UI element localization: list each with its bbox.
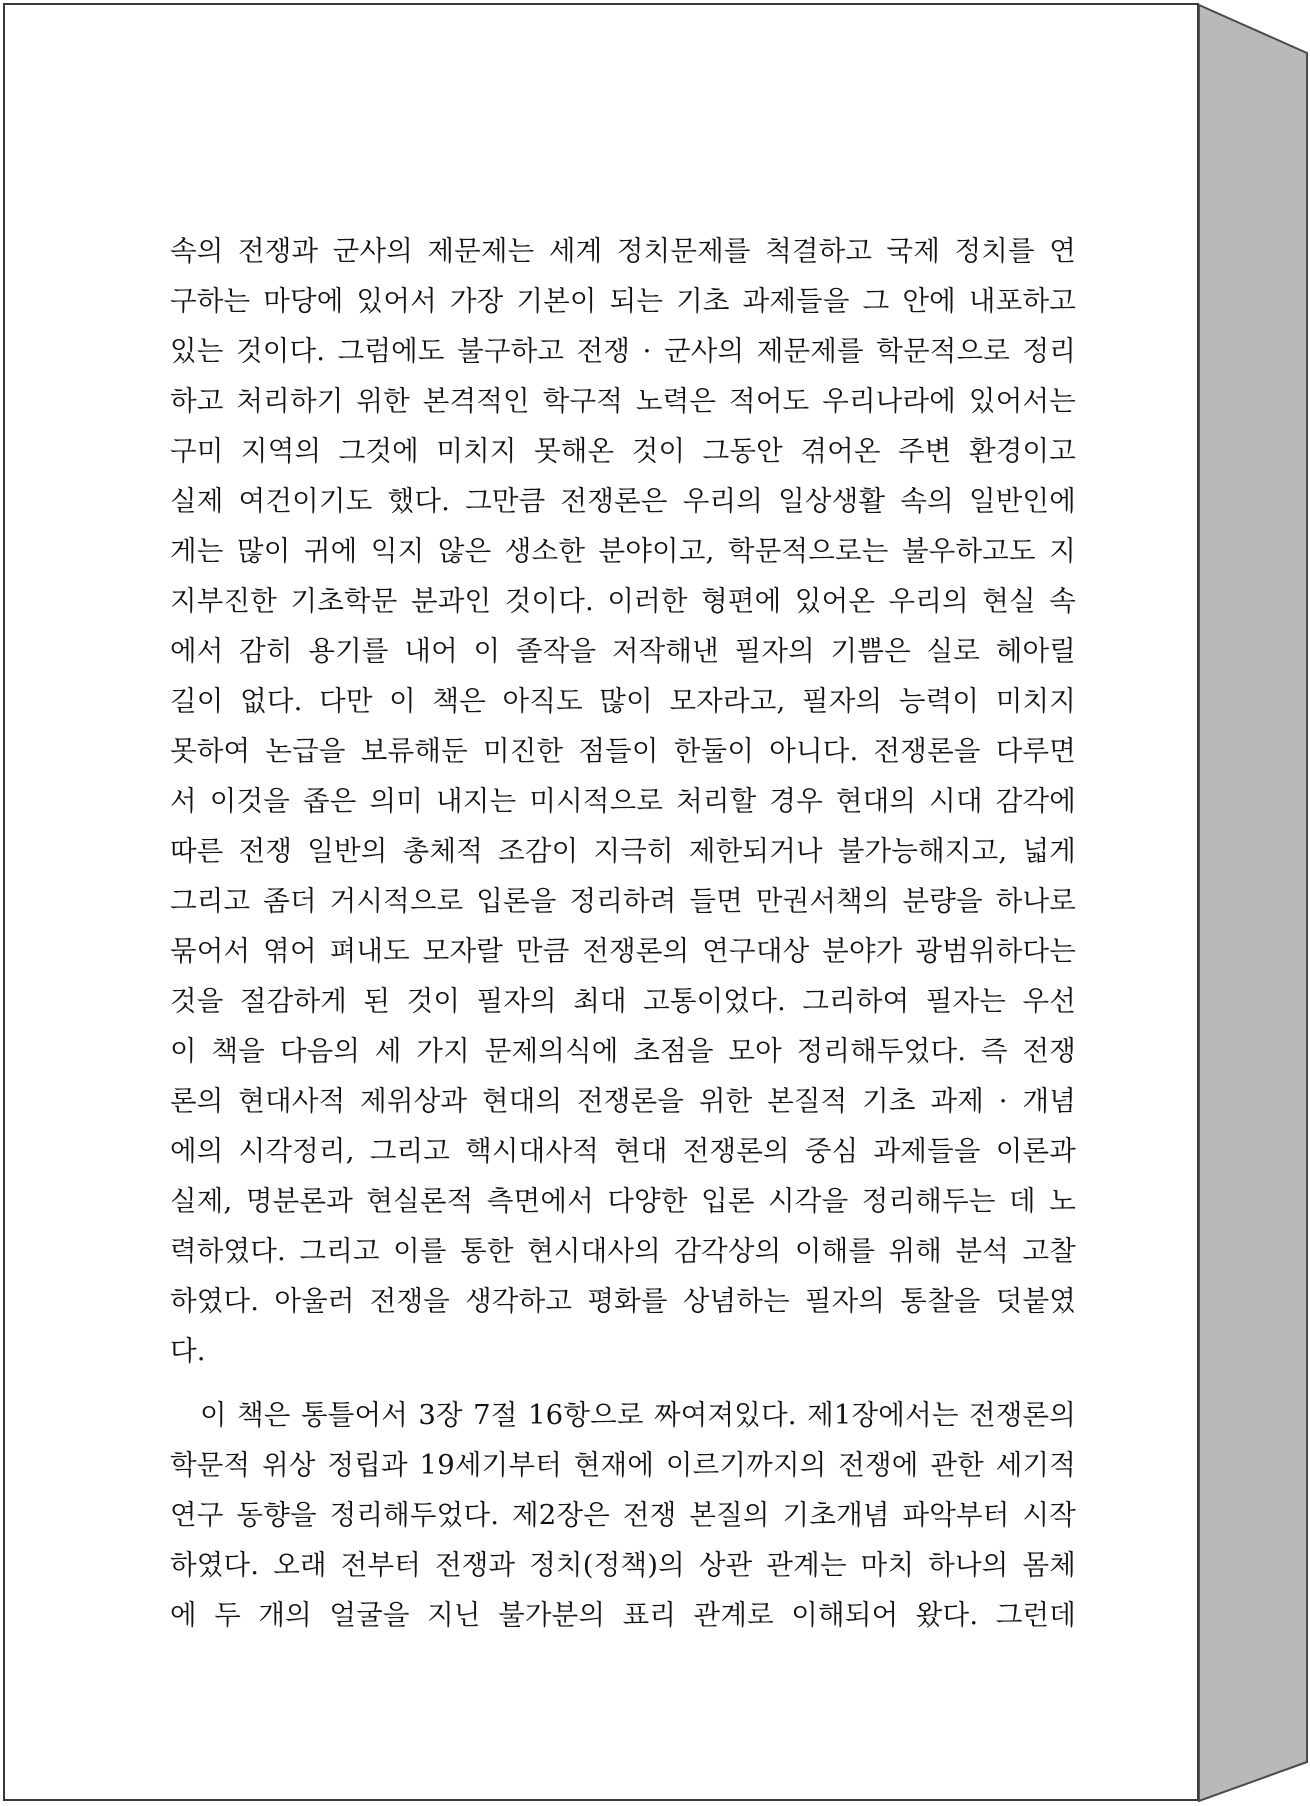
text-line: 구미 지역의 그것에 미치지 못해온 것이 그동안 겪어온 주변 환경이고 — [170, 435, 1076, 467]
text-line: 에서 감히 용기를 내어 이 졸작을 저작해낸 필자의 기쁨은 실로 헤아릴 — [170, 635, 1076, 667]
text-line: 하고 처리하기 위한 본격적인 학구적 노력은 적어도 우리나라에 있어서는 — [170, 385, 1076, 417]
text-line: 있는 것이다. 그럼에도 불구하고 전쟁 · 군사의 제문제를 학문적으로 정리 — [170, 335, 1076, 367]
text-line: 실제, 명분론과 현실론적 측면에서 다양한 입론 시각을 정리해두는 데 노 — [170, 1185, 1076, 1217]
text-line: 따른 전쟁 일반의 총체적 조감이 지극히 제한되거나 불가능해지고, 넓게 — [170, 835, 1076, 867]
text-line: 학문적 위상 정립과 19세기부터 현재에 이르기까지의 전쟁에 관한 세기적 — [170, 1449, 1076, 1481]
text-line: 서 이것을 좁은 의미 내지는 미시적으로 처리할 경우 현대의 시대 감각에 — [170, 785, 1076, 817]
text-line: 력하였다. 그리고 이를 통한 현시대사의 감각상의 이해를 위해 분석 고찰 — [170, 1235, 1076, 1267]
text-line: 론의 현대사적 제위상과 현대의 전쟁론을 위한 본질적 기초 과제 · 개념 — [170, 1085, 1076, 1117]
text-line: 것을 절감하게 된 것이 필자의 최대 고통이었다. 그리하여 필자는 우선 — [170, 985, 1076, 1017]
text-line: 구하는 마당에 있어서 가장 기본이 되는 기초 과제들을 그 안에 내포하고 — [170, 285, 1076, 317]
text-line: 못하여 논급을 보류해둔 미진한 점들이 한둘이 아니다. 전쟁론을 다루면 — [170, 735, 1076, 767]
text-line: 연구 동향을 정리해두었다. 제2장은 전쟁 본질의 기초개념 파악부터 시작 — [170, 1499, 1076, 1531]
text-line: 이 책을 다음의 세 가지 문제의식에 초점을 모아 정리해두었다. 즉 전쟁 — [170, 1035, 1076, 1067]
text-line: 묶어서 엮어 펴내도 모자랄 만큼 전쟁론의 연구대상 분야가 광범위하다는 — [170, 935, 1076, 967]
text-line: 이 책은 통틀어서 3장 7절 16항으로 짜여져있다. 제1장에서는 전쟁론의 — [200, 1399, 1076, 1431]
text-line: 게는 많이 귀에 익지 않은 생소한 분야이고, 학문적으로는 불우하고도 지 — [170, 535, 1076, 567]
text-line: 속의 전쟁과 군사의 제문제는 세계 정치문제를 척결하고 국제 정치를 연 — [170, 235, 1076, 267]
text-line: 다. — [170, 1335, 206, 1367]
text-line: 길이 없다. 다만 이 책은 아직도 많이 모자라고, 필자의 능력이 미치지 — [170, 685, 1076, 717]
text-line: 그리고 좀더 거시적으로 입론을 정리하려 들면 만권서책의 분량을 하나로 — [170, 885, 1076, 917]
text-line: 에 두 개의 얼굴을 지닌 불가분의 표리 관계로 이해되어 왔다. 그런데 — [170, 1599, 1076, 1631]
text-line: 지부진한 기초학문 분과인 것이다. 이러한 형편에 있어온 우리의 현실 속 — [170, 585, 1076, 617]
text-line: 하였다. 오래 전부터 전쟁과 정치(정책)의 상관 관계는 마치 하나의 몸체 — [170, 1549, 1076, 1581]
body-text — [170, 226, 1076, 1640]
text-line: 하였다. 아울러 전쟁을 생각하고 평화를 상념하는 필자의 통찰을 덧붙였 — [170, 1285, 1076, 1317]
text-line: 실제 여건이기도 했다. 그만큼 전쟁론은 우리의 일상생활 속의 일반인에 — [170, 485, 1076, 517]
paragraph-gap — [170, 1376, 1076, 1390]
text-line: 에의 시각정리, 그리고 핵시대사적 현대 전쟁론의 중심 과제들을 이론과 — [170, 1135, 1076, 1167]
